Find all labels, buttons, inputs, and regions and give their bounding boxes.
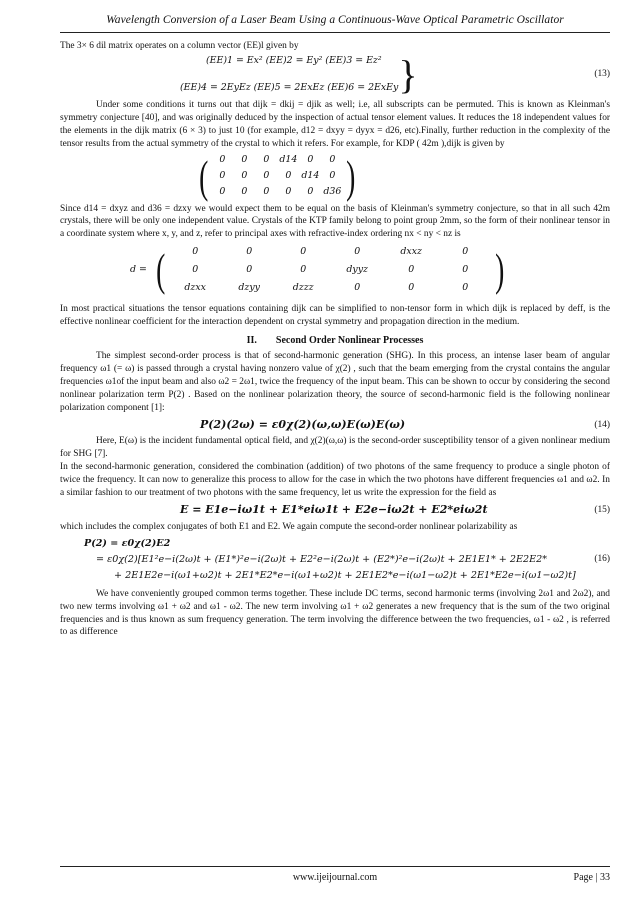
equation-16-line-1: = ε0χ(2)[E1²e−i(2ω)t + (E1*)²e−i(2ω)t + E2²e−i(2ω)t + (E2*)²e−i(2ω)t + 2E1E1* + 2E2E2* <box>96 553 547 565</box>
matrix-cell: 0 <box>300 245 307 257</box>
matrix-cell: 0 <box>285 170 292 182</box>
equation-number-16: (16) <box>594 554 610 565</box>
equation-14-body: P(2)(2ω) = ε0χ(2)(ω,ω)E(ω)E(ω) <box>200 417 406 431</box>
matrix-cell: 0 <box>307 186 314 198</box>
right-paren: ) <box>346 150 356 202</box>
matrix-cell: 0 <box>241 186 248 198</box>
matrix-cell: 0 <box>241 154 248 166</box>
paragraph-4: In most practical situations the tensor equations containing dijk can be simplified to non-tensor form in which dijk is replaced by deff, is the effective nonlinear coefficient for the interaction dependent on crystal symmetry and propagation direction in the medium. <box>60 304 610 328</box>
equation-number-14: (14) <box>594 419 610 430</box>
matrix-cell: dzxx <box>184 281 206 293</box>
matrix-cell: 0 <box>263 154 270 166</box>
matrix-cell: 0 <box>246 263 253 275</box>
journal-url[interactable]: www.ijeijournal.com <box>292 872 378 883</box>
paragraph-6: Here, E(ω) is the incident fundamental optical field, and χ(2)(ω,ω) is the second-order susceptibility tensor of a given nonlinear medium for SHG [7]. <box>60 436 610 460</box>
left-paren: ( <box>199 150 209 202</box>
matrix-cell: 0 <box>241 170 248 182</box>
matrix-cell: dxxz <box>400 245 422 257</box>
paragraph-5: The simplest second-order process is that of second-harmonic generation (SHG). In this process, an intense laser beam of angular frequency ω1 (= ω) is passed through a crystal having nonzero value of χ(2) , such that the beam emerging from the crystal contains the angular frequencies ω1of the input beam and also ω2 = 2ω1, twice the frequency of the input beam. This can be shown to occur by considering the second nonlinear polarization term P(2) . Based on the nonlinear polarization theory, the source of second-harmonic field is the following nonlinear polarization component [1]: <box>60 350 610 413</box>
matrix-cell: d14 <box>279 154 298 166</box>
matrix-cell: dzyy <box>238 281 260 293</box>
paragraph-8: which includes the complex conjugates of both E1 and E2. We again compute the second-order nonlinear polarizability as <box>60 521 518 532</box>
matrix-cell: 0 <box>263 170 270 182</box>
paragraph-1: The 3× 6 dil matrix operates on a column vector (EE)l given by <box>60 41 299 51</box>
paragraph-9: We have conveniently grouped common terms together. These include DC terms, second harmonic terms (involving 2ω1 and 2ω2), and two new terms involving ω1 + ω2 and ω1 - ω2. The new term involving ω1 + ω2 generates a new frequency that is the sum of the two original frequencies and is thus known as sum frequency generation. The term involving the difference between the two frequencies, ω1 - ω2 , is referred to as difference <box>60 588 610 638</box>
matrix-cell: 0 <box>329 154 336 166</box>
matrix-cell: 0 <box>219 186 226 198</box>
matrix-cell: dzzz <box>292 281 314 293</box>
paragraph-2: Under some conditions it turns out that dijk = dkij = djik as well; i.e, all subscripts can be permuted. This is known as Kleinman's symmetry conjecture [40], and was originally deduced by the inspection of actual tensor element values. It reduces the 18 independent values for the elements in the dijk matrix (6 × 3) to just 10 (for example, d12 = dxyy = dyyx = d26, etc).Finally, further reduction in the complexity of the tensor results from the actual symmetry of the crystal to which it refers. For example, for KDP ( 42m ),dijk is given by <box>60 99 610 149</box>
ktp-matrix <box>130 243 610 297</box>
matrix-cell: d36 <box>323 186 342 198</box>
equation-16 <box>60 536 610 584</box>
header-rule <box>60 32 610 33</box>
matrix-cell: 0 <box>329 170 336 182</box>
page-number: Page | 33 <box>573 872 610 883</box>
equation-15-body: E = E1e−iω1t + E1*eiω1t + E2e−iω2t + E2*eiω2t <box>180 502 488 516</box>
matrix-cell: 0 <box>192 245 199 257</box>
matrix-cell: 0 <box>462 245 469 257</box>
equation-number-15: (15) <box>594 504 610 515</box>
equation-13-line-2: (EE)4 = 2EyEz (EE)5 = 2ExEz (EE)6 = 2ExEy <box>180 81 399 93</box>
paragraph-7: In the second-harmonic generation, considered the combination (addition) of two photons of the same frequency to produce a single photon of twice the frequency. It can now to generalize this process to allow for the case in which the two photons have different frequencies ω1 and ω2. In a similar fashion to our treatment of two photons with the same frequency, let us write the expression for the field as <box>60 462 610 499</box>
equation-16-line-0: P(2) = ε0χ(2)E2 <box>84 537 171 549</box>
matrix-cell: 0 <box>462 263 469 275</box>
matrix-cell: 0 <box>285 186 292 198</box>
kdp-matrix <box>196 150 610 202</box>
matrix-cell: 0 <box>408 263 415 275</box>
right-brace: } <box>398 51 418 97</box>
left-paren: ( <box>155 244 166 296</box>
equation-16-body <box>84 536 576 584</box>
matrix-cell: 0 <box>246 245 253 257</box>
ktp-matrix-grid <box>168 243 492 297</box>
running-header: Wavelength Conversion of a Laser Beam Using a Continuous-Wave Optical Parametric Oscillator <box>106 14 564 26</box>
matrix-cell: 0 <box>192 263 199 275</box>
kdp-matrix-grid <box>211 153 343 201</box>
equation-14 <box>60 419 610 432</box>
section-title: Second Order Nonlinear Processes <box>275 335 424 347</box>
section-heading <box>60 335 610 348</box>
right-paren: ) <box>495 244 505 296</box>
matrix-cell: 0 <box>354 281 361 293</box>
matrix-cell: d14 <box>301 170 320 182</box>
matrix-cell: 0 <box>219 154 226 166</box>
matrix-cell: 0 <box>263 186 270 198</box>
equation-number-13: (13) <box>594 69 610 80</box>
equation-16-line-2: + 2E1E2e−i(ω1+ω2)t + 2E1*E2*e−i(ω1+ω2)t + 2E1E2*e−i(ω1−ω2)t + 2E1*E2e−i(ω1−ω2)t] <box>114 569 576 581</box>
page-footer <box>60 866 610 883</box>
matrix-cell: 0 <box>408 281 415 293</box>
equation-13 <box>60 51 610 97</box>
matrix-cell: 0 <box>307 154 314 166</box>
page-body <box>60 40 610 639</box>
section-number: II. <box>246 335 257 347</box>
equation-15 <box>60 504 610 517</box>
equation-13-line-1: (EE)1 = Ex² (EE)2 = Ey² (EE)3 = Ez² <box>206 55 382 66</box>
matrix-cell: 0 <box>300 263 307 275</box>
matrix-cell: dyyz <box>346 263 368 275</box>
matrix-lhs: d = <box>130 263 147 275</box>
matrix-cell: 0 <box>219 170 226 182</box>
matrix-cell: 0 <box>462 281 469 293</box>
paragraph-3: Since d14 = dxyz and d36 = dzxy we would expect them to be equal on the basis of Kleinman's symmetry conjecture, so that in all such 42m crystals, there will be only one independent value. Crystals of the KTP family belong to point group 2mm, so the form of their nonlinear tensor in a coordinate system where x, y, and z, refer to principal axes with refractive-index ordering nx < ny < nz is <box>60 203 610 240</box>
matrix-cell: 0 <box>354 245 361 257</box>
